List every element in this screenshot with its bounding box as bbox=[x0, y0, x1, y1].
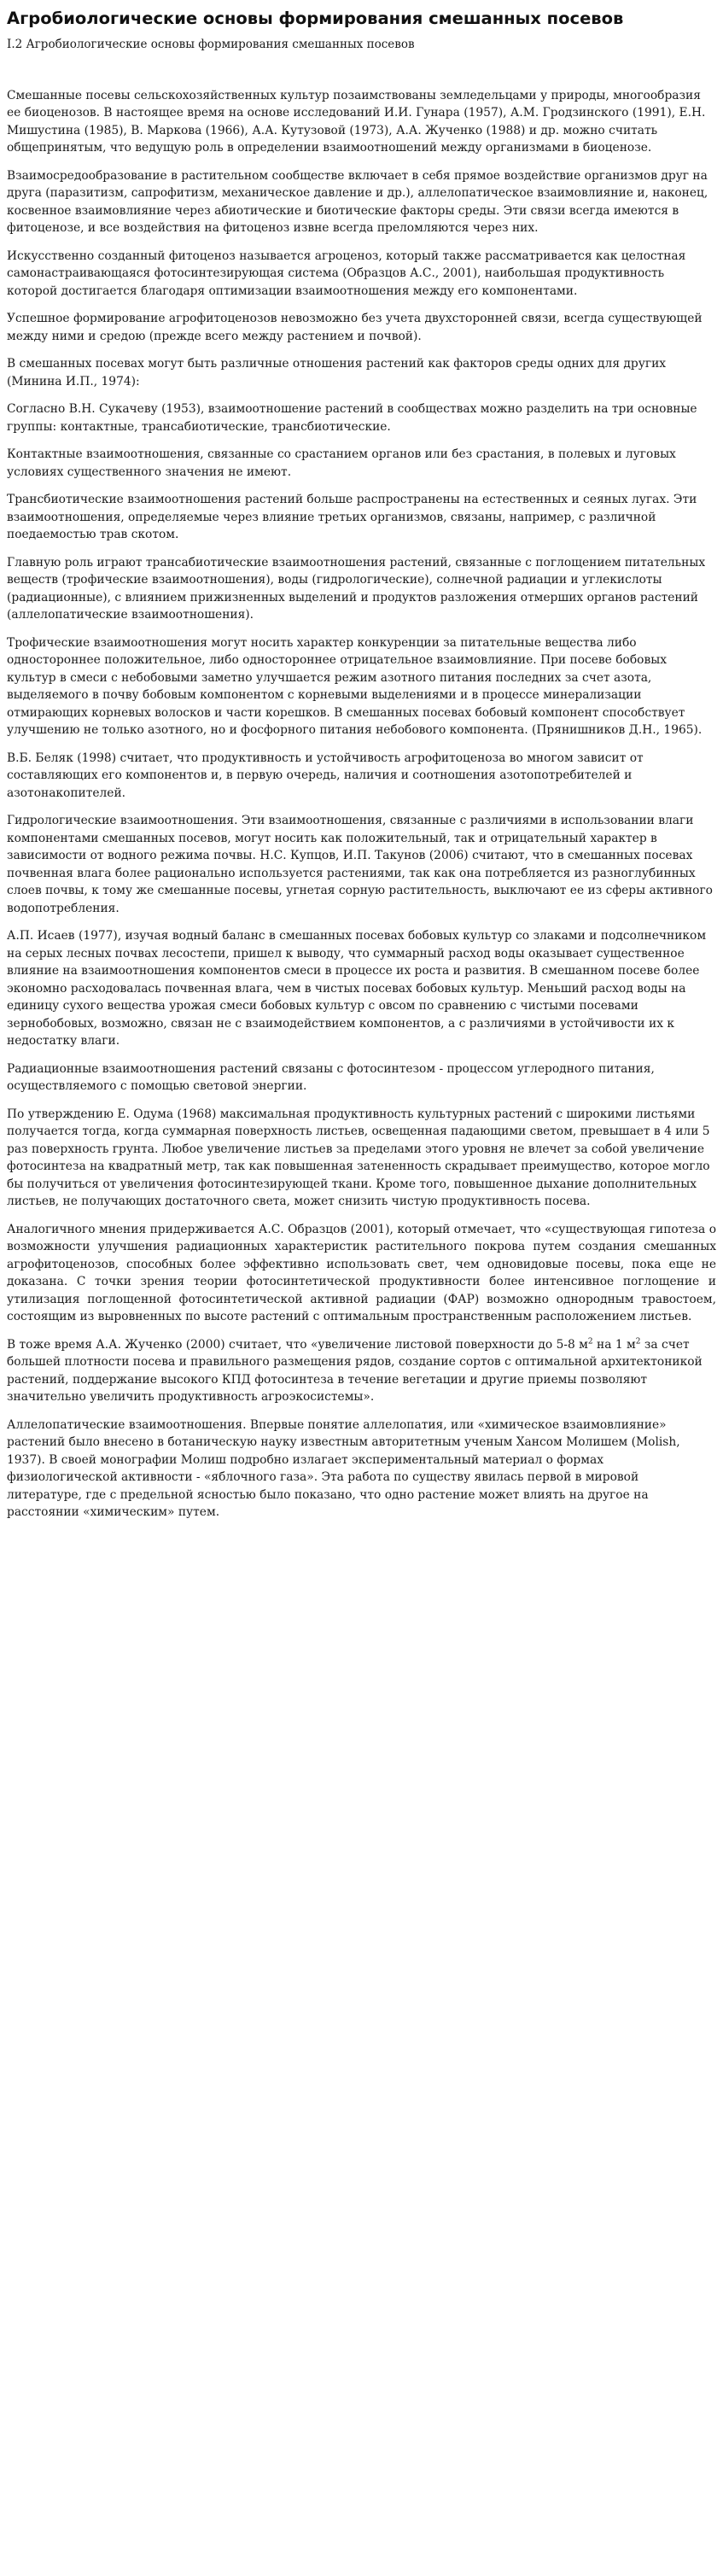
paragraph: Согласно В.Н. Сукачеву (1953), взаимоотношение растений в сообществах можно разделить на три основные группы: контактные, трансабиотические, трансбиотические. bbox=[7, 402, 697, 434]
paragraph-text: на 1 м bbox=[592, 1337, 636, 1352]
superscript: 2 bbox=[587, 1337, 593, 1346]
superscript: 2 bbox=[635, 1337, 641, 1346]
paragraph: В.Б. Беляк (1998) считает, что продуктивность и устойчивость агрофитоценоза во многом зависит от составляющих его компонентов и, в первую очередь, наличия и соотношения азотопотребителей и азотонакопителей. bbox=[7, 751, 644, 800]
paragraph: А.П. Исаев (1977), изучая водный баланс в смешанных посевах бобовых культур со злаками и подсолнечником на серых лесных почвах лесостепи, пришел к выводу, что суммарный расход воды оказывает существенное влияние на взаимоотношения компонентов смеси в процессе их роста и развития. В смешанном посеве более экономно расходовалась почвенная влага, чем в чистых посевах бобовых культур. Меньший расход воды на единицу сухого вещества урожая смеси бобовых культур с овсом по сравнению с чистыми посевами зернобобовых, возможно, связан не с взаимодействием компонентов, а с различиями в устойчивости их к недостатку влаги. bbox=[7, 929, 707, 1049]
paragraph-with-superscripts bbox=[7, 1336, 716, 1406]
paragraph: По утверждению Е. Одума (1968) максимальная продуктивность культурных растений с широкими листьями получается тогда, когда суммарная поверхность листьев, освещенная падающими светом, превышает в 4 или 5 раз поверхность грунта. Любое увеличение листьев за пределами этого уровня не влечет за собой увеличение фотосинтеза на квадратный метр, так как повышенная затененность скрадывает преимущество, которое могло бы получиться от увеличения фотосинтезирующей ткани. Кроме того, повышенное дыхание дополнительных листьев, не получающих достаточного света, может снизить чистую продуктивность посева. bbox=[7, 1107, 710, 1209]
paragraph-text: за счет большей плотности посева и правильного размещения рядов, создание сортов с оптимальной архитектоникой растений, поддержание высокого КПД фотосинтеза в течение вегетации и другие приемы позволяют значительно увеличить продуктивность агроэкосистемы». bbox=[7, 1337, 703, 1405]
paragraph: Радиационные взаимоотношения растений связаны с фотосинтезом - процессом углеродного питания, осуществляемого с помощью световой энергии. bbox=[7, 1061, 655, 1094]
paragraph: Контактные взаимоотношения, связанные со срастанием органов или без срастания, в полевых и луговых условиях существенного значения не имеют. bbox=[7, 447, 676, 479]
paragraph: Взаимосредообразование в растительном сообществе включает в себя прямое воздействие организмов друг на друга (паразитизм, сапрофитизм, механическое давление и др.), аллелопатическое взаимовлияние и, наконец, косвенное взаимовлияние через абиотические и биотические факторы среды. Эти связи всегда имеются в фитоценозе, и все воздействия на фитоценоз извне всегда преломляются через них. bbox=[7, 168, 708, 236]
page-title: Агробиологические основы формирования смешанных посевов bbox=[7, 9, 624, 28]
paragraph: Гидрологические взаимоотношения. Эти взаимоотношения, связанные с различиями в использовании влаги компонентами смешанных посевов, могут носить как положительный, так и отрицательный характер в зависимости от водного режима почвы. Н.С. Купцов, И.П. Такунов (2006) считают, что в смешанных посевах почвенная влага более рационально используется растениями, так как она потребляется из разноглубинных слоев почвы, к тому же смешанные посевы, угнетая сорную растительность, выключают ее из сферы активного водопотребления. bbox=[7, 814, 713, 915]
paragraph: В смешанных посевах могут быть различные отношения растений как факторов среды одних для других (Минина И.П., 1974): bbox=[7, 357, 667, 388]
article-body bbox=[7, 87, 716, 1522]
paragraph: Смешанные посевы сельскохозяйственных культур позаимствованы земледельцами у природы, многообразия ее биоценозов. В настоящее время на основе исследований И.И. Гунара (1957), А.М. Гродзинского (1991), Е.Н. Мишустина (1985), В. Маркова (1966), А.А. Кутузовой (1973), А.А. Жученко (1988) и др. можно считать общепринятым, что ведущую роль в определении взаимоотношений между организмами в биоценозе. bbox=[7, 88, 706, 155]
section-subtitle: I.2 Агробиологические основы формирования смешанных посевов bbox=[7, 38, 415, 52]
paragraph-text: В тоже время А.А. Жученко (2000) считает, что «увеличение листовой поверхности до 5-8 м bbox=[7, 1337, 588, 1352]
paragraph: Аллелопатические взаимоотношения. Впервые понятие аллелопатия, или «химическое взаимовлияние» растений было внесено в ботаническую науку известным авторитетным ученым Хансом Молишем (Molish, 1937). В своей монографии Молиш подробно излагает экспериментальный материал о формах физиологической активности - «яблочного газа». Эта работа по существу явилась первой в мировой литературе, где с предельной ясностью было показано, что одно растение может влиять на другое на расстоянии «химическим» путем. bbox=[7, 1417, 680, 1520]
paragraph: Трансбиотические взаимоотношения растений больше распространены на естественных и сеяных лугах. Эти взаимоотношения, определяемые через влияние третьих организмов, связаны, например, с различной поедаемостью трав скотом. bbox=[7, 493, 697, 542]
paragraph: Аналогичного мнения придерживается А.С. Образцов (2001), который отмечает, что «существующая гипотеза о возможности улучшения радиационных характеристик растительного покрова путем создания смешанных агрофитоценозов, способных более эффективно использовать свет, чем одновидовые посевы, пока еще не доказана. С точки зрения теории фотосинтетической продуктивности более интенсивное поглощение и утилизация поглощенной фотосинтетической активной радиации (ФАР) возможно однородным травостоем, состоящим из выровненных по высоте растений с оптимальным пространственным расположением листьев. bbox=[7, 1222, 716, 1324]
paragraph: Искусственно созданный фитоценоз называется агроценоз, который также рассматривается как целостная самонастраивающаяся фотосинтезирующая система (Образцов А.С., 2001), наибольшая продуктивность которой достигается благодаря оптимизации взаимоотношения между его компонентами. bbox=[7, 248, 686, 298]
paragraph: Трофические взаимоотношения могут носить характер конкуренции за питательные вещества либо одностороннее положительное, либо одностороннее отрицательное взаимовлияние. При посеве бобовых культур в смеси с небобовыми заметно улучшается режим азотного питания последних за счет азота, выделяемого в почву бобовым компонентом с корневыми выделениями и в процессе минерализации отмирающих корневых волосков и части корешков. В смешанных посевах бобовый компонент способствует улучшению не только азотного, но и фосфорного питания небобового компонента. (Прянишников Д.Н., 1965). bbox=[7, 635, 703, 738]
paragraph: Успешное формирование агрофитоценозов невозможно без учета двухсторонней связи, всегда существующей между ними и средою (прежде всего между растением и почвой). bbox=[7, 312, 703, 343]
paragraph: Главную роль играют трансабиотические взаимоотношения растений, связанные с поглощением питательных веществ (трофические взаимоотношения), воды (гидрологические), солнечной радиации и углекислоты (радиационные), с влиянием прижизненных выделений и продуктов разложения отмерших органов растений (аллелопатические взаимоотношения). bbox=[7, 555, 706, 622]
